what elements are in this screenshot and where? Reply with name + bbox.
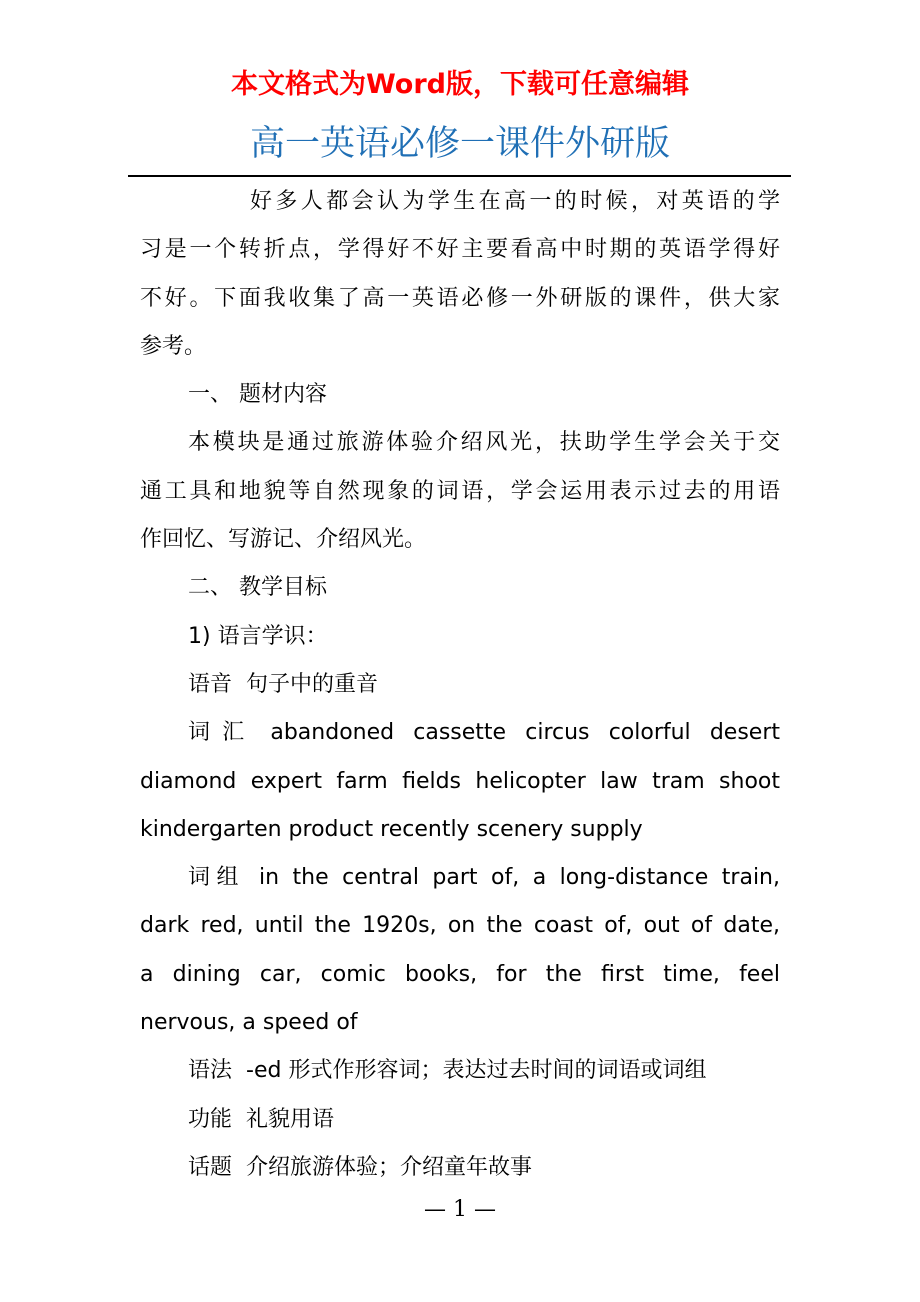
phrases-line: nervous, a speed of (140, 1010, 358, 1036)
section-heading: 一、 题材内容 (188, 382, 327, 408)
vocabulary-line: kindergarten product recently scenery supply (140, 816, 643, 842)
page-number: — 1 — (424, 1197, 496, 1222)
pronunciation-text: 句子中的重音 (246, 671, 379, 697)
section1-line: 通工具和地貌等自然现象的词语，学会运用表示过去的用语 (140, 478, 780, 504)
function-text: 礼貌用语 (246, 1106, 335, 1132)
topic-line (140, 1144, 780, 1192)
vocabulary-line: diamond expert farm fields helicopter law tram shoot (140, 768, 780, 794)
function-line (140, 1096, 780, 1144)
document-body (140, 178, 780, 1192)
intro-line: 不好。下面我收集了高一英语必修一外研版的课件，供大家 (140, 285, 780, 311)
pronunciation-line (140, 661, 780, 709)
intro-line: 参考。 (140, 333, 207, 359)
topic-text: 介绍旅游体验；介绍童年故事 (246, 1154, 533, 1180)
phrases-line: a dining car, comic books, for the first time, feel (140, 961, 780, 987)
function-label: 功能 (188, 1106, 233, 1132)
title-divider (128, 175, 791, 177)
document-title: 高一英语必修一课件外研版 (249, 124, 670, 164)
grammar-text: -ed 形式作形容词；表达过去时间的词语或词组 (246, 1058, 707, 1084)
phrases-line (140, 854, 780, 902)
vocabulary-line (140, 709, 780, 757)
vocabulary-label: 词汇 (188, 720, 257, 746)
phrases-text: in the central part of, a long-distance train, (258, 865, 780, 891)
section-heading: 二、 教学目标 (188, 575, 327, 601)
section1-line: 本模块是通过旅游体验介绍风光，扶助学生学会关于交 (188, 430, 780, 456)
topic-label: 话题 (188, 1154, 233, 1180)
section1-line: 作回忆、写游记、介绍风光。 (140, 527, 427, 553)
phrases-label: 词组 (188, 865, 245, 891)
grammar-line (140, 1047, 780, 1095)
grammar-label: 语法 (188, 1058, 233, 1084)
intro-line: 习是一个转折点，学得好不好主要看高中时期的英语学得好 (140, 237, 780, 263)
phrases-line: dark red, until the 1920s, on the coast of, out of date, (140, 913, 780, 939)
subheading: 1) 语言学识： (188, 623, 328, 649)
pronunciation-label: 语音 (188, 671, 233, 697)
vocabulary-text: abandoned cassette circus colorful desert (270, 720, 780, 746)
download-banner: 本文格式为Word版，下载可任意编辑 (230, 69, 689, 100)
intro-line: 好多人都会认为学生在高一的时候，对英语的学 (250, 189, 780, 214)
